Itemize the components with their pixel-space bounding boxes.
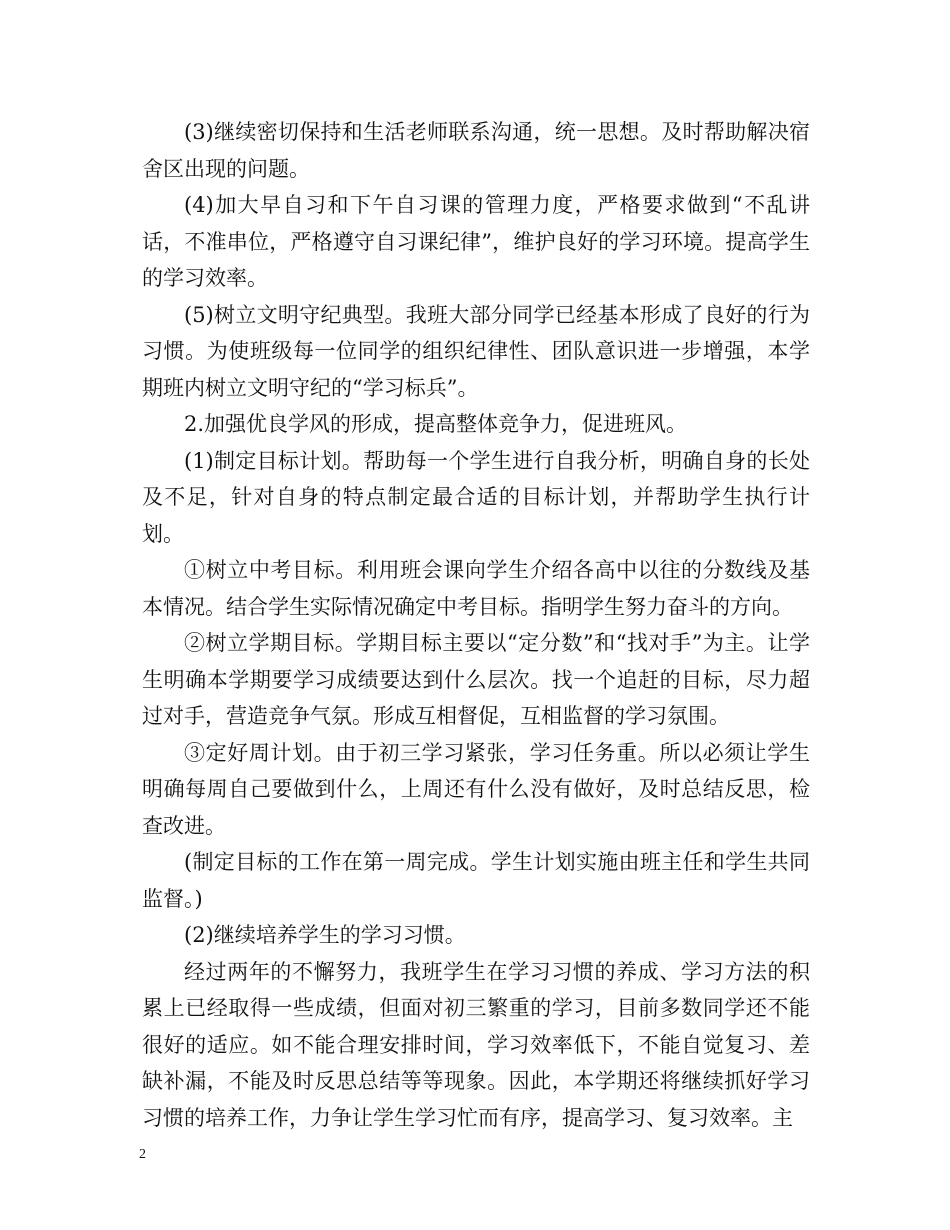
paragraph: ①树立中考目标。利用班会课向学生介绍各高中以往的分数线及基本情况。结合学生实际情况确定中考目标。指明学生努力奋斗的方向。 (142, 558, 810, 619)
paragraph: (3)继续密切保持和生活老师联系沟通，统一思想。及时帮助解决宿舍区出现的问题。 (142, 120, 810, 181)
paragraph: (2)继续培养学生的学习习惯。 (184, 923, 466, 947)
paragraph: 经过两年的不懈努力，我班学生在学习习惯的养成、学习方法的积累上已经取得一些成绩，但面对初三繁重的学习，目前多数同学还不能很好的适应。如不能合理安排时间，学习效率低下，不能自觉复习、差缺补漏，不能及时反思总结等等现象。因此，本学期还将继续抓好学习习惯的培养工作，力争让学生学习忙而有序，提高学习、复习效率。主 (142, 959, 810, 1130)
paragraph: (1)制定目标计划。帮助每一个学生进行自我分析，明确自身的长处及不足，针对自身的特点制定最合适的目标计划，并帮助学生执行计划。 (142, 448, 810, 546)
paragraph: (5)树立文明守纪典型。我班大部分同学已经基本形成了良好的行为习惯。为使班级每一位同学的组织纪律性、团队意识进一步增强，本学期班内树立文明守纪的“学习标兵”。 (142, 302, 810, 400)
paragraph: ②树立学期目标。学期目标主要以“定分数”和“找对手”为主。让学生明确本学期要学习成绩要达到什么层次。找一个追赶的目标，尽力超过对手，营造竞争气氛。形成互相督促，互相监督的学习氛围。 (142, 631, 810, 728)
paragraph: ③定好周计划。由于初三学习紧张，学习任务重。所以必须让学生明确每周自己要做到什么，上周还有什么没有做好，及时总结反思，检查改进。 (142, 740, 810, 838)
paragraph: 2.加强优良学风的形成，提高整体竞争力，促进班风。 (184, 412, 688, 436)
paragraph: (制定目标的工作在第一周完成。学生计划实施由班主任和学生共同监督。) (142, 850, 810, 911)
document-body (142, 114, 810, 1136)
paragraph: (4)加大早自习和下午自习课的管理力度，严格要求做到“不乱讲话，不准串位，严格遵守自习课纪律”，维护良好的学习环境。提高学生的学习效率。 (142, 193, 810, 290)
page-number: 2 (139, 1147, 146, 1162)
